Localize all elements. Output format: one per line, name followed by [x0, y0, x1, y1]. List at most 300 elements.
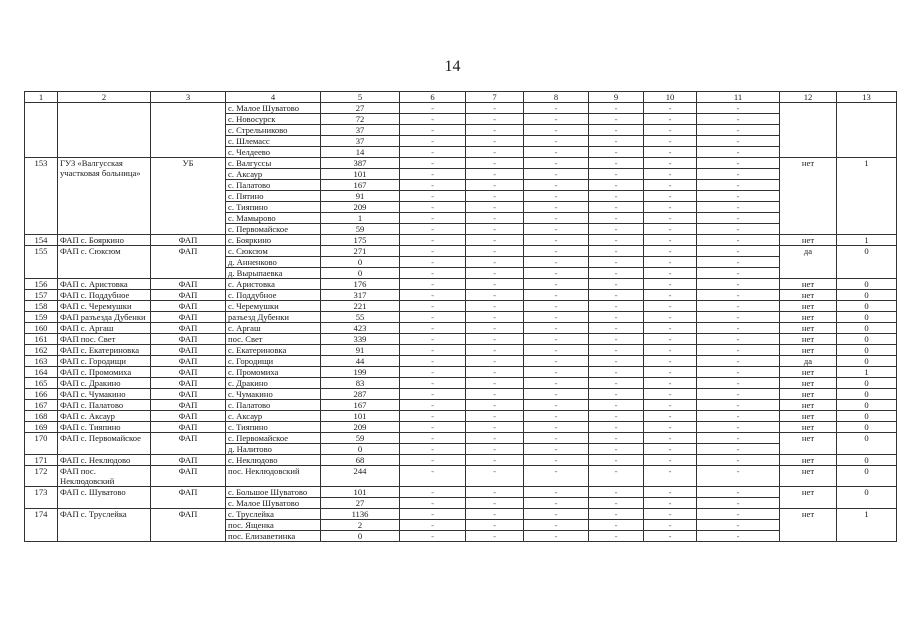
status-cell: нет	[780, 334, 837, 345]
facility-type-cell: ФАП	[151, 290, 226, 301]
dash-cell: -	[589, 422, 644, 433]
settlement-cell: с. Аристовка	[226, 279, 321, 290]
dash-cell: -	[524, 301, 589, 312]
dash-cell: -	[466, 268, 524, 279]
facility-name-cell: ФАП с. Тияпино	[58, 422, 151, 433]
dash-cell: -	[589, 235, 644, 246]
dash-cell: -	[644, 433, 697, 444]
dash-cell: -	[589, 169, 644, 180]
row-number-cell: 160	[25, 323, 58, 334]
population-cell: 101	[321, 487, 400, 498]
population-cell: 55	[321, 312, 400, 323]
dash-cell: -	[400, 257, 466, 268]
dash-cell: -	[524, 487, 589, 498]
facility-type-cell: ФАП	[151, 301, 226, 312]
dash-cell: -	[400, 323, 466, 334]
dash-cell: -	[589, 224, 644, 235]
value-cell: 0	[837, 411, 897, 422]
dash-cell: -	[400, 334, 466, 345]
table-row	[25, 356, 897, 367]
dash-cell: -	[644, 531, 697, 542]
facility-type-cell: ФАП	[151, 455, 226, 466]
dash-cell: -	[466, 433, 524, 444]
settlement-cell: с. Малое Шуватово	[226, 498, 321, 509]
dash-cell: -	[466, 345, 524, 356]
settlement-cell: с. Тияпино	[226, 422, 321, 433]
dash-cell: -	[589, 323, 644, 334]
row-number-cell: 157	[25, 290, 58, 301]
row-number-cell: 166	[25, 389, 58, 400]
dash-cell: -	[644, 422, 697, 433]
dash-cell: -	[589, 290, 644, 301]
facilities-table	[24, 91, 897, 542]
dash-cell: -	[400, 531, 466, 542]
dash-cell: -	[524, 520, 589, 531]
dash-cell: -	[466, 323, 524, 334]
dash-cell: -	[697, 279, 780, 290]
column-header: 13	[837, 92, 897, 103]
value-cell: 1	[837, 367, 897, 378]
dash-cell: -	[697, 389, 780, 400]
dash-cell: -	[524, 389, 589, 400]
dash-cell: -	[644, 279, 697, 290]
table-row	[25, 509, 897, 520]
population-cell: 1	[321, 213, 400, 224]
dash-cell: -	[466, 103, 524, 114]
settlement-cell: пос. Елизаветинка	[226, 531, 321, 542]
settlement-cell: с. Большое Шуватово	[226, 487, 321, 498]
population-cell: 317	[321, 290, 400, 301]
facility-name-cell: ФАП с. Сюксюм	[58, 246, 151, 279]
table-row	[25, 301, 897, 312]
dash-cell: -	[466, 334, 524, 345]
dash-cell: -	[466, 191, 524, 202]
dash-cell: -	[697, 213, 780, 224]
dash-cell: -	[589, 498, 644, 509]
dash-cell: -	[466, 235, 524, 246]
facility-type-cell	[151, 103, 226, 158]
dash-cell: -	[644, 125, 697, 136]
dash-cell: -	[524, 466, 589, 487]
dash-cell: -	[466, 312, 524, 323]
row-number-cell: 159	[25, 312, 58, 323]
population-cell: 0	[321, 444, 400, 455]
dash-cell: -	[589, 466, 644, 487]
value-cell: 0	[837, 433, 897, 455]
status-cell: да	[780, 246, 837, 279]
dash-cell: -	[524, 378, 589, 389]
dash-cell: -	[644, 411, 697, 422]
dash-cell: -	[466, 466, 524, 487]
settlement-cell: с. Палатово	[226, 180, 321, 191]
dash-cell: -	[400, 114, 466, 125]
settlement-cell: с. Поддубное	[226, 290, 321, 301]
facility-type-cell: ФАП	[151, 433, 226, 455]
dash-cell: -	[524, 125, 589, 136]
dash-cell: -	[400, 246, 466, 257]
dash-cell: -	[697, 433, 780, 444]
dash-cell: -	[697, 411, 780, 422]
dash-cell: -	[466, 444, 524, 455]
row-number-cell: 172	[25, 466, 58, 487]
facility-name-cell: ФАП с. Неклюдово	[58, 455, 151, 466]
dash-cell: -	[524, 367, 589, 378]
dash-cell: -	[589, 114, 644, 125]
dash-cell: -	[697, 356, 780, 367]
status-cell: нет	[780, 433, 837, 455]
facility-name-cell: ФАП с. Аргаш	[58, 323, 151, 334]
dash-cell: -	[589, 455, 644, 466]
facility-type-cell: ФАП	[151, 334, 226, 345]
dash-cell: -	[697, 444, 780, 455]
dash-cell: -	[644, 400, 697, 411]
facility-type-cell: УБ	[151, 158, 226, 235]
value-cell: 0	[837, 356, 897, 367]
dash-cell: -	[466, 509, 524, 520]
facility-type-cell: ФАП	[151, 400, 226, 411]
status-cell: нет	[780, 400, 837, 411]
dash-cell: -	[644, 235, 697, 246]
page-number: 14	[444, 58, 461, 75]
dash-cell: -	[524, 498, 589, 509]
dash-cell: -	[644, 509, 697, 520]
status-cell: нет	[780, 411, 837, 422]
dash-cell: -	[524, 180, 589, 191]
dash-cell: -	[524, 411, 589, 422]
row-number-cell: 161	[25, 334, 58, 345]
population-cell: 287	[321, 389, 400, 400]
dash-cell: -	[644, 520, 697, 531]
row-number-cell: 158	[25, 301, 58, 312]
value-cell: 0	[837, 455, 897, 466]
dash-cell: -	[697, 345, 780, 356]
dash-cell: -	[466, 389, 524, 400]
value-cell: 0	[837, 246, 897, 279]
dash-cell: -	[697, 257, 780, 268]
dash-cell: -	[644, 312, 697, 323]
dash-cell: -	[524, 334, 589, 345]
status-cell: нет	[780, 235, 837, 246]
dash-cell: -	[400, 520, 466, 531]
row-number-cell: 156	[25, 279, 58, 290]
facility-type-cell: ФАП	[151, 509, 226, 542]
dash-cell: -	[466, 378, 524, 389]
table-row	[25, 367, 897, 378]
dash-cell: -	[644, 498, 697, 509]
row-number-cell: 167	[25, 400, 58, 411]
column-header: 12	[780, 92, 837, 103]
dash-cell: -	[644, 444, 697, 455]
table-row	[25, 455, 897, 466]
row-number-cell: 162	[25, 345, 58, 356]
table-row	[25, 433, 897, 444]
population-cell: 0	[321, 268, 400, 279]
value-cell: 0	[837, 334, 897, 345]
population-cell: 14	[321, 147, 400, 158]
dash-cell: -	[589, 509, 644, 520]
population-cell: 339	[321, 334, 400, 345]
facility-type-cell: ФАП	[151, 422, 226, 433]
population-cell: 1136	[321, 509, 400, 520]
dash-cell: -	[697, 224, 780, 235]
value-cell: 0	[837, 378, 897, 389]
dash-cell: -	[589, 158, 644, 169]
column-header: 11	[697, 92, 780, 103]
settlement-cell: пос. Ященка	[226, 520, 321, 531]
value-cell: 0	[837, 312, 897, 323]
dash-cell: -	[589, 378, 644, 389]
value-cell: 0	[837, 323, 897, 334]
dash-cell: -	[589, 356, 644, 367]
value-cell: 0	[837, 279, 897, 290]
table-body	[25, 103, 897, 542]
value-cell: 0	[837, 400, 897, 411]
dash-cell: -	[697, 191, 780, 202]
settlement-cell: с. Тияпино	[226, 202, 321, 213]
dash-cell: -	[697, 246, 780, 257]
dash-cell: -	[644, 378, 697, 389]
facility-name-cell: ФАП с. Аксаур	[58, 411, 151, 422]
value-cell: 0	[837, 389, 897, 400]
table-row	[25, 411, 897, 422]
dash-cell: -	[466, 520, 524, 531]
row-number-cell: 165	[25, 378, 58, 389]
dash-cell: -	[697, 400, 780, 411]
table-row	[25, 487, 897, 498]
facility-name-cell: ГУЗ «Валгусская участковая больница»	[58, 158, 151, 235]
facility-type-cell: ФАП	[151, 466, 226, 487]
dash-cell: -	[644, 455, 697, 466]
dash-cell: -	[400, 158, 466, 169]
settlement-cell: с. Труслейка	[226, 509, 321, 520]
value-cell: 0	[837, 345, 897, 356]
dash-cell: -	[400, 136, 466, 147]
status-cell: да	[780, 356, 837, 367]
population-cell: 2	[321, 520, 400, 531]
dash-cell: -	[524, 345, 589, 356]
facility-name-cell	[58, 103, 151, 158]
settlement-cell: с. Городищи	[226, 356, 321, 367]
dash-cell: -	[400, 290, 466, 301]
status-cell: нет	[780, 509, 837, 542]
settlement-cell: с. Новосурск	[226, 114, 321, 125]
value-cell: 0	[837, 466, 897, 487]
population-cell: 44	[321, 356, 400, 367]
facility-type-cell: ФАП	[151, 235, 226, 246]
column-header: 6	[400, 92, 466, 103]
dash-cell: -	[589, 389, 644, 400]
settlement-cell: д. Анненково	[226, 257, 321, 268]
settlement-cell: с. Малое Шуватово	[226, 103, 321, 114]
dash-cell: -	[524, 400, 589, 411]
dash-cell: -	[697, 268, 780, 279]
dash-cell: -	[697, 487, 780, 498]
dash-cell: -	[524, 531, 589, 542]
status-cell: нет	[780, 323, 837, 334]
row-number-cell: 170	[25, 433, 58, 455]
dash-cell: -	[697, 158, 780, 169]
settlement-cell: разъезд Дубенки	[226, 312, 321, 323]
settlement-cell: с. Первомайское	[226, 224, 321, 235]
facility-name-cell: ФАП разъезда Дубенки	[58, 312, 151, 323]
facility-type-cell: ФАП	[151, 279, 226, 290]
dash-cell: -	[524, 323, 589, 334]
facility-name-cell: ФАП с. Дракино	[58, 378, 151, 389]
dash-cell: -	[466, 487, 524, 498]
status-cell: нет	[780, 312, 837, 323]
dash-cell: -	[524, 246, 589, 257]
dash-cell: -	[466, 290, 524, 301]
dash-cell: -	[644, 257, 697, 268]
dash-cell: -	[644, 290, 697, 301]
dash-cell: -	[644, 224, 697, 235]
dash-cell: -	[589, 202, 644, 213]
population-cell: 37	[321, 125, 400, 136]
population-cell: 167	[321, 400, 400, 411]
facility-type-cell: ФАП	[151, 411, 226, 422]
dash-cell: -	[524, 290, 589, 301]
dash-cell: -	[644, 158, 697, 169]
population-cell: 0	[321, 531, 400, 542]
dash-cell: -	[400, 498, 466, 509]
dash-cell: -	[466, 531, 524, 542]
facility-type-cell: ФАП	[151, 323, 226, 334]
facility-type-cell: ФАП	[151, 367, 226, 378]
row-number-cell: 174	[25, 509, 58, 542]
dash-cell: -	[697, 169, 780, 180]
dash-cell: -	[644, 180, 697, 191]
value-cell: 0	[837, 301, 897, 312]
table-row	[25, 345, 897, 356]
dash-cell: -	[644, 136, 697, 147]
column-header: 5	[321, 92, 400, 103]
table-row	[25, 235, 897, 246]
dash-cell: -	[697, 323, 780, 334]
table-row	[25, 389, 897, 400]
dash-cell: -	[400, 202, 466, 213]
dash-cell: -	[644, 246, 697, 257]
status-cell: нет	[780, 158, 837, 235]
dash-cell: -	[589, 487, 644, 498]
population-cell: 176	[321, 279, 400, 290]
dash-cell: -	[466, 136, 524, 147]
table-row	[25, 158, 897, 169]
dash-cell: -	[697, 455, 780, 466]
status-cell: нет	[780, 279, 837, 290]
dash-cell: -	[589, 180, 644, 191]
dash-cell: -	[400, 455, 466, 466]
dash-cell: -	[589, 334, 644, 345]
population-cell: 387	[321, 158, 400, 169]
dash-cell: -	[400, 444, 466, 455]
dash-cell: -	[589, 411, 644, 422]
dash-cell: -	[400, 411, 466, 422]
dash-cell: -	[644, 487, 697, 498]
dash-cell: -	[589, 191, 644, 202]
dash-cell: -	[524, 213, 589, 224]
population-cell: 59	[321, 433, 400, 444]
dash-cell: -	[589, 367, 644, 378]
dash-cell: -	[466, 367, 524, 378]
dash-cell: -	[466, 158, 524, 169]
dash-cell: -	[589, 136, 644, 147]
dash-cell: -	[589, 103, 644, 114]
dash-cell: -	[466, 455, 524, 466]
facility-name-cell: ФАП с. Палатово	[58, 400, 151, 411]
settlement-cell: с. Промомиха	[226, 367, 321, 378]
facility-name-cell: ФАП с. Труслейка	[58, 509, 151, 542]
dash-cell: -	[697, 531, 780, 542]
facility-name-cell: ФАП пос. Свет	[58, 334, 151, 345]
dash-cell: -	[400, 301, 466, 312]
dash-cell: -	[589, 257, 644, 268]
population-cell: 199	[321, 367, 400, 378]
dash-cell: -	[400, 378, 466, 389]
column-header: 2	[58, 92, 151, 103]
facility-type-cell: ФАП	[151, 246, 226, 279]
dash-cell: -	[589, 279, 644, 290]
row-number-cell: 169	[25, 422, 58, 433]
settlement-cell: с. Стрельниково	[226, 125, 321, 136]
dash-cell: -	[697, 147, 780, 158]
settlement-cell: с. Первомайское	[226, 433, 321, 444]
dash-cell: -	[400, 125, 466, 136]
dash-cell: -	[466, 180, 524, 191]
population-cell: 167	[321, 180, 400, 191]
dash-cell: -	[589, 400, 644, 411]
settlement-cell: с. Пятино	[226, 191, 321, 202]
dash-cell: -	[400, 268, 466, 279]
facility-name-cell: ФАП с. Аристовка	[58, 279, 151, 290]
population-cell: 209	[321, 202, 400, 213]
dash-cell: -	[697, 520, 780, 531]
dash-cell: -	[644, 466, 697, 487]
settlement-cell: с. Палатово	[226, 400, 321, 411]
dash-cell: -	[697, 103, 780, 114]
table-row	[25, 323, 897, 334]
dash-cell: -	[400, 389, 466, 400]
dash-cell: -	[589, 312, 644, 323]
dash-cell: -	[400, 345, 466, 356]
dash-cell: -	[697, 301, 780, 312]
population-cell: 91	[321, 191, 400, 202]
dash-cell: -	[524, 103, 589, 114]
settlement-cell: с. Мамырово	[226, 213, 321, 224]
dash-cell: -	[697, 125, 780, 136]
settlement-cell: с. Бояркино	[226, 235, 321, 246]
row-number-cell: 153	[25, 158, 58, 235]
row-number-cell: 163	[25, 356, 58, 367]
dash-cell: -	[524, 433, 589, 444]
dash-cell: -	[466, 114, 524, 125]
status-cell	[780, 103, 837, 158]
dash-cell: -	[524, 356, 589, 367]
dash-cell: -	[400, 422, 466, 433]
dash-cell: -	[400, 487, 466, 498]
dash-cell: -	[644, 367, 697, 378]
document-sheet	[24, 91, 896, 542]
dash-cell: -	[466, 224, 524, 235]
value-cell: 1	[837, 158, 897, 235]
column-header: 10	[644, 92, 697, 103]
settlement-cell: с. Челдеево	[226, 147, 321, 158]
dash-cell: -	[400, 400, 466, 411]
value-cell: 0	[837, 422, 897, 433]
dash-cell: -	[644, 147, 697, 158]
dash-cell: -	[466, 411, 524, 422]
dash-cell: -	[697, 290, 780, 301]
dash-cell: -	[644, 114, 697, 125]
